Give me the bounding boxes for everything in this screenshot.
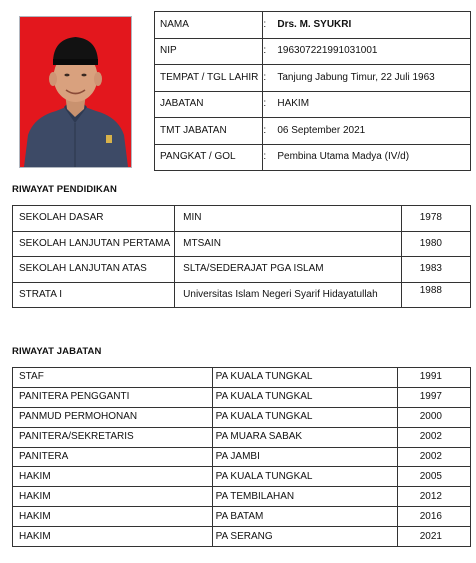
position-row — [13, 427, 471, 447]
position-row — [13, 527, 471, 547]
biodata-label: TMT JABATAN — [155, 118, 263, 145]
colon-separator: : — [263, 71, 267, 83]
education-row — [13, 206, 471, 232]
education-school: Universitas Islam Negeri Syarif Hidayatullah — [175, 282, 401, 308]
position-place: PA KUALA TUNGKAL — [212, 407, 398, 427]
position-row — [13, 507, 471, 527]
education-row — [13, 257, 471, 283]
biodata-label: NIP — [155, 38, 263, 65]
position-title: STAF — [13, 368, 213, 388]
colon-separator: : — [263, 45, 267, 57]
position-row — [13, 368, 471, 388]
education-school: MTSAIN — [175, 231, 401, 257]
position-year: 1997 — [398, 387, 471, 407]
biodata-value: Tanjung Jabung Timur, 22 Juli 1963 — [277, 71, 435, 83]
position-title: PANITERA — [13, 447, 213, 467]
biodata-value: Drs. M. SYUKRI — [277, 18, 352, 30]
position-title: HAKIM — [13, 527, 213, 547]
position-year: 1991 — [398, 368, 471, 388]
position-row — [13, 467, 471, 487]
education-level: SEKOLAH DASAR — [13, 206, 175, 232]
position-row — [13, 487, 471, 507]
position-place: PA KUALA TUNGKAL — [212, 368, 398, 388]
biodata-label: PANGKAT / GOL — [155, 144, 263, 171]
biodata-table — [154, 11, 471, 171]
biodata-value: Pembina Utama Madya (IV/d) — [277, 151, 410, 163]
biodata-value-cell — [263, 65, 471, 92]
education-year: 1980 — [401, 231, 471, 257]
person-silhouette-icon — [20, 17, 131, 167]
biodata-value-cell — [263, 144, 471, 171]
biodata-label: JABATAN — [155, 91, 263, 118]
biodata-value-cell — [263, 91, 471, 118]
position-year: 2012 — [398, 487, 471, 507]
colon-separator: : — [263, 124, 267, 136]
biodata-row — [155, 118, 471, 145]
position-year: 2016 — [398, 507, 471, 527]
position-title: HAKIM — [13, 467, 213, 487]
position-title: HAKIM — [13, 487, 213, 507]
education-level: SEKOLAH LANJUTAN PERTAMA — [13, 231, 175, 257]
position-place: PA JAMBI — [212, 447, 398, 467]
education-year: 1978 — [401, 206, 471, 232]
position-place: PA BATAM — [212, 507, 398, 527]
education-row — [13, 282, 471, 308]
positions-heading: RIWAYAT JABATAN — [12, 346, 102, 357]
biodata-row — [155, 65, 471, 92]
biodata-row — [155, 12, 471, 39]
biodata-row — [155, 144, 471, 171]
position-place: PA KUALA TUNGKAL — [212, 387, 398, 407]
position-title: PANITERA PENGGANTI — [13, 387, 213, 407]
biodata-value-cell — [263, 38, 471, 65]
position-place: PA MUARA SABAK — [212, 427, 398, 447]
colon-separator: : — [263, 98, 267, 110]
position-place: PA TEMBILAHAN — [212, 487, 398, 507]
biodata-row — [155, 91, 471, 118]
portrait-photo — [19, 16, 132, 168]
position-row — [13, 387, 471, 407]
position-year: 2005 — [398, 467, 471, 487]
education-table — [12, 205, 471, 308]
position-year: 2000 — [398, 407, 471, 427]
education-level: SEKOLAH LANJUTAN ATAS — [13, 257, 175, 283]
position-year: 2002 — [398, 427, 471, 447]
biodata-value: HAKIM — [277, 98, 310, 110]
biodata-value-cell — [263, 12, 471, 39]
biodata-value: 196307221991031001 — [277, 45, 378, 57]
position-title: PANITERA/SEKRETARIS — [13, 427, 213, 447]
education-year: 1988 — [401, 282, 471, 308]
positions-table — [12, 367, 471, 547]
position-year: 2021 — [398, 527, 471, 547]
education-level: STRATA I — [13, 282, 175, 308]
colon-separator: : — [263, 18, 267, 30]
education-heading: RIWAYAT PENDIDIKAN — [12, 184, 117, 195]
biodata-row — [155, 38, 471, 65]
position-row — [13, 407, 471, 427]
education-school: MIN — [175, 206, 401, 232]
education-year: 1983 — [401, 257, 471, 283]
position-year: 2002 — [398, 447, 471, 467]
position-row — [13, 447, 471, 467]
biodata-label: NAMA — [155, 12, 263, 39]
colon-separator: : — [263, 151, 267, 163]
biodata-value-cell — [263, 118, 471, 145]
position-title: HAKIM — [13, 507, 213, 527]
education-row — [13, 231, 471, 257]
biodata-value: 06 September 2021 — [277, 124, 366, 136]
biodata-label: TEMPAT / TGL LAHIR — [155, 65, 263, 92]
position-title: PANMUD PERMOHONAN — [13, 407, 213, 427]
position-place: PA KUALA TUNGKAL — [212, 467, 398, 487]
education-school: SLTA/SEDERAJAT PGA ISLAM — [175, 257, 401, 283]
position-place: PA SERANG — [212, 527, 398, 547]
